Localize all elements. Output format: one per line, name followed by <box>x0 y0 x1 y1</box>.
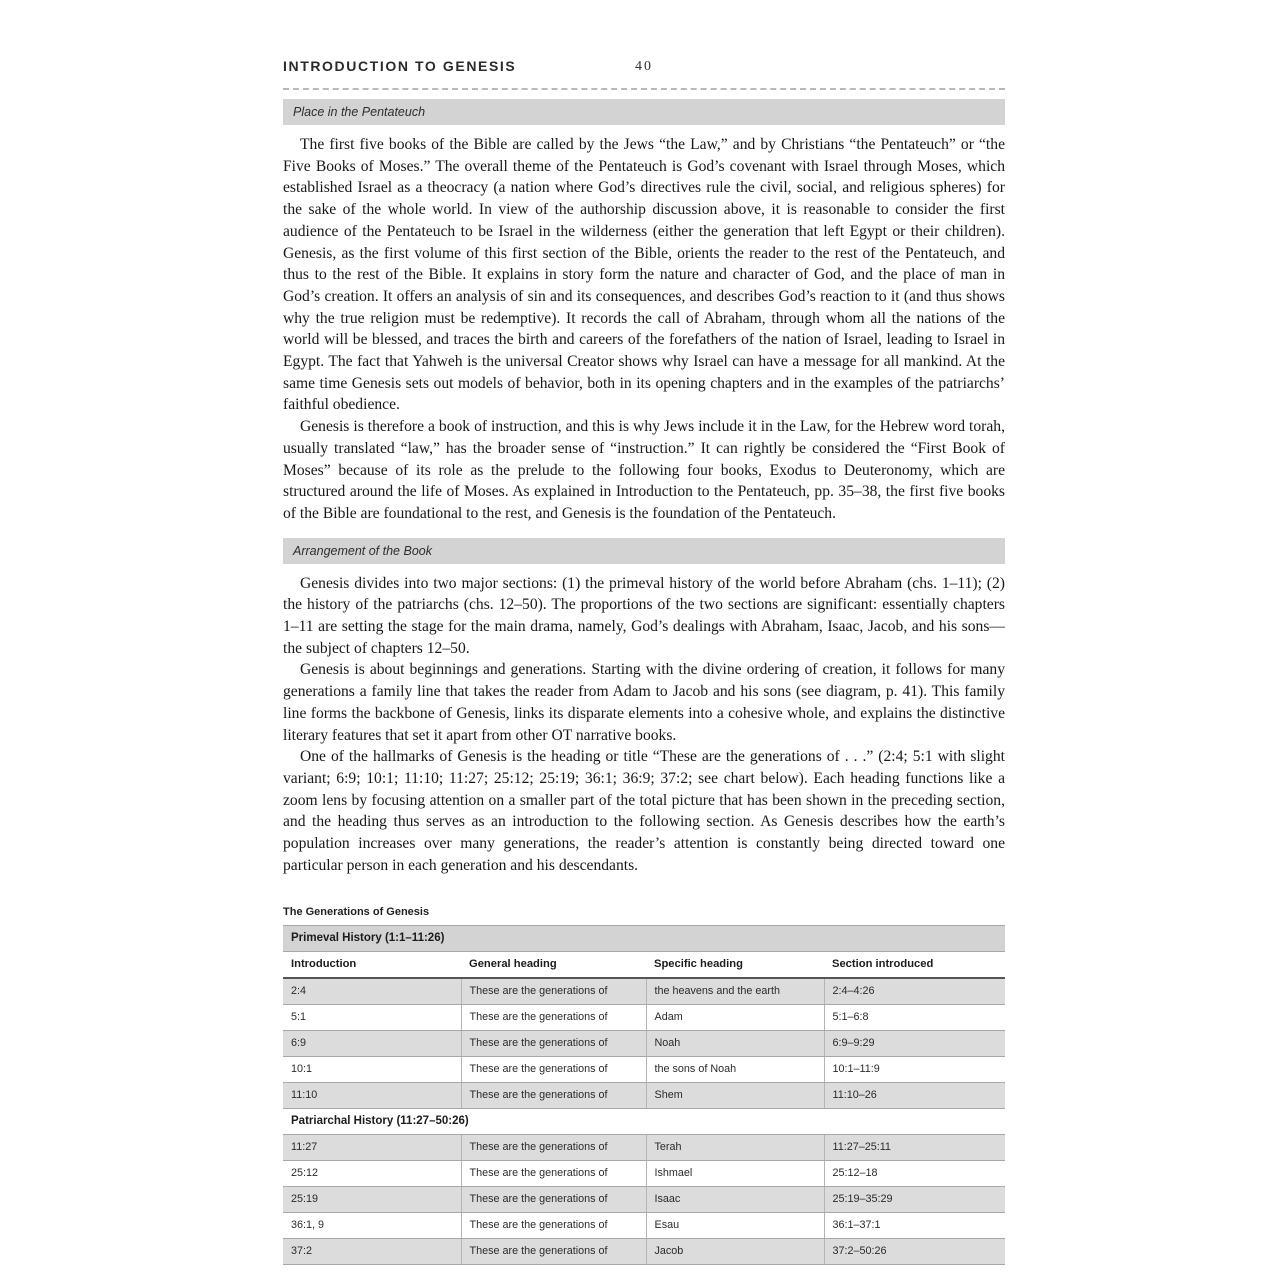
cell-section-introduced: 5:1–6:8 <box>824 1004 1005 1030</box>
cell-general-heading: These are the generations of <box>461 978 646 1005</box>
table-caption: The Generations of Genesis <box>283 905 430 918</box>
table-row <box>283 978 1005 1005</box>
running-head <box>283 58 1005 90</box>
cell-specific-heading: Jacob <box>646 1238 824 1264</box>
cell-introduction: 11:27 <box>283 1134 461 1160</box>
section-body-arrangement-of-book <box>283 573 1005 877</box>
column-header: Specific heading <box>646 951 824 978</box>
cell-specific-heading: Esau <box>646 1212 824 1238</box>
table-column-headers <box>283 951 1005 978</box>
cell-specific-heading: Noah <box>646 1030 824 1056</box>
cell-section-introduced: 25:12–18 <box>824 1160 1005 1186</box>
page-content <box>283 58 1005 1265</box>
table-row <box>283 1212 1005 1238</box>
cell-introduction: 25:12 <box>283 1160 461 1186</box>
paragraph: Genesis is therefore a book of instruction, and this is why Jews include it in the Law, for the Hebrew word torah, usually translated “law,” has the broader sense of “instruction.” It can rightly be considered the “First Book of Moses” because of its role as the prelude to the following four books, Exodus to Deuteronomy, which are structured around the life of Moses. As explained in Introduction to the Pentateuch, pp. 35–38, the first five books of the Bible are foundational to the rest, and Genesis is the foundation of the Pentateuch. <box>283 418 1005 522</box>
paragraph: One of the hallmarks of Genesis is the heading or title “These are the generations of . . .” (2:4; 5:1 with slight variant; 6:9; 10:1; 11:10; 11:27; 25:12; 25:19; 36:1; 36:9; 37:2; see chart below). Each heading functions like a zoom lens by focusing attention on a smaller part of the total picture that has been shown in the preceding section, and the heading thus serves as an introduction to the following section. As Genesis describes how the earth’s population increases over many generations, the reader’s attention is constantly being directed toward one particular person in each generation and his descendants. <box>283 748 1005 874</box>
table-group-header-primeval <box>283 925 1005 951</box>
cell-section-introduced: 11:10–26 <box>824 1082 1005 1108</box>
table-row <box>283 1004 1005 1030</box>
cell-introduction: 37:2 <box>283 1238 461 1264</box>
table-row <box>283 1238 1005 1264</box>
section-heading-arrangement-of-book: Arrangement of the Book <box>283 538 1005 564</box>
table-group-header-patriarchal <box>283 1108 1005 1134</box>
paragraph: Genesis divides into two major sections: (1) the primeval history of the world before Abraham (chs. 1–11); (2) the history of the patriarchs (chs. 12–50). The proportions of the two sections are significant: essentially chapters 1–11 are setting the stage for the main drama, namely, God’s dealings with Abraham, Isaac, Jacob, and his sons—the subject of chapters 12–50. <box>283 574 1005 657</box>
running-head-title: INTRODUCTION TO GENESIS <box>283 58 517 74</box>
cell-introduction: 6:9 <box>283 1030 461 1056</box>
cell-general-heading: These are the generations of <box>461 1004 646 1030</box>
cell-introduction: 10:1 <box>283 1056 461 1082</box>
table-row <box>283 1186 1005 1212</box>
cell-specific-heading: Terah <box>646 1134 824 1160</box>
cell-introduction: 2:4 <box>283 978 461 1005</box>
cell-general-heading: These are the generations of <box>461 1082 646 1108</box>
cell-section-introduced: 10:1–11:9 <box>824 1056 1005 1082</box>
column-header: Introduction <box>283 951 461 978</box>
cell-specific-heading: Shem <box>646 1082 824 1108</box>
group-title: Primeval History (1:1–11:26) <box>283 925 1005 951</box>
column-header: Section introduced <box>824 951 1005 978</box>
cell-specific-heading: the sons of Noah <box>646 1056 824 1082</box>
cell-general-heading: These are the generations of <box>461 1238 646 1264</box>
column-header: General heading <box>461 951 646 978</box>
paragraph: The first five books of the Bible are called by the Jews “the Law,” and by Christians “the Pentateuch” or “the Five Books of Moses.” The overall theme of the Pentateuch is God’s covenant with Israel through Moses, which established Israel as a theocracy (a nation where God’s directives rule the civil, social, and religious spheres) for the sake of the whole world. In view of the authorship discussion above, it is reasonable to consider the first audience of the Pentateuch to be Israel in the wilderness (either the generation that left Egypt or their children). Genesis, as the first volume of this first section of the Bible, orients the reader to the rest of the Pentateuch, and thus to the rest of the Bible. It explains in story form the nature and character of God, and the place of man in God’s creation. It offers an analysis of sin and its consequences, and describes God’s reaction to it (and thus shows why the true religion must be redemptive). It records the call of Abraham, through whom all the nations of the world will be blessed, and traces the birth and careers of the forefathers of the nation of Israel, leading to Israel in Egypt. The fact that Yahweh is the universal Creator shows why Israel can have a message for all mankind. At the same time Genesis sets out models of behavior, both in its opening chapters and in the examples of the patriarchs’ faithful obedience. <box>283 136 1005 414</box>
cell-general-heading: These are the generations of <box>461 1056 646 1082</box>
cell-section-introduced: 6:9–9:29 <box>824 1030 1005 1056</box>
cell-general-heading: These are the generations of <box>461 1186 646 1212</box>
paragraph: Genesis is about beginnings and generations. Starting with the divine ordering of creation, it follows for many generations a family line that takes the reader from Adam to Jacob and his sons (see diagram, p. 41). This family line forms the backbone of Genesis, links its disparate elements into a cohesive whole, and explains the distinctive literary features that set it apart from other OT narrative books. <box>283 661 1005 744</box>
cell-section-introduced: 36:1–37:1 <box>824 1212 1005 1238</box>
cell-section-introduced: 37:2–50:26 <box>824 1238 1005 1264</box>
section-heading-place-in-pentateuch: Place in the Pentateuch <box>283 99 1005 125</box>
cell-specific-heading: Adam <box>646 1004 824 1030</box>
cell-introduction: 5:1 <box>283 1004 461 1030</box>
cell-introduction: 11:10 <box>283 1082 461 1108</box>
cell-general-heading: These are the generations of <box>461 1212 646 1238</box>
cell-general-heading: These are the generations of <box>461 1134 646 1160</box>
cell-general-heading: These are the generations of <box>461 1160 646 1186</box>
cell-specific-heading: the heavens and the earth <box>646 978 824 1005</box>
table-row <box>283 1082 1005 1108</box>
cell-section-introduced: 25:19–35:29 <box>824 1186 1005 1212</box>
group-title: Patriarchal History (11:27–50:26) <box>283 1108 1005 1134</box>
table-row <box>283 1160 1005 1186</box>
cell-section-introduced: 11:27–25:11 <box>824 1134 1005 1160</box>
table-row <box>283 1030 1005 1056</box>
cell-introduction: 36:1, 9 <box>283 1212 461 1238</box>
cell-section-introduced: 2:4–4:26 <box>824 978 1005 1005</box>
cell-general-heading: These are the generations of <box>461 1030 646 1056</box>
table-row <box>283 1056 1005 1082</box>
section-body-place-in-pentateuch <box>283 134 1005 525</box>
page-number: 40 <box>635 59 653 74</box>
table-row <box>283 1134 1005 1160</box>
cell-specific-heading: Ishmael <box>646 1160 824 1186</box>
cell-specific-heading: Isaac <box>646 1186 824 1212</box>
generations-table <box>283 925 1005 1265</box>
cell-introduction: 25:19 <box>283 1186 461 1212</box>
